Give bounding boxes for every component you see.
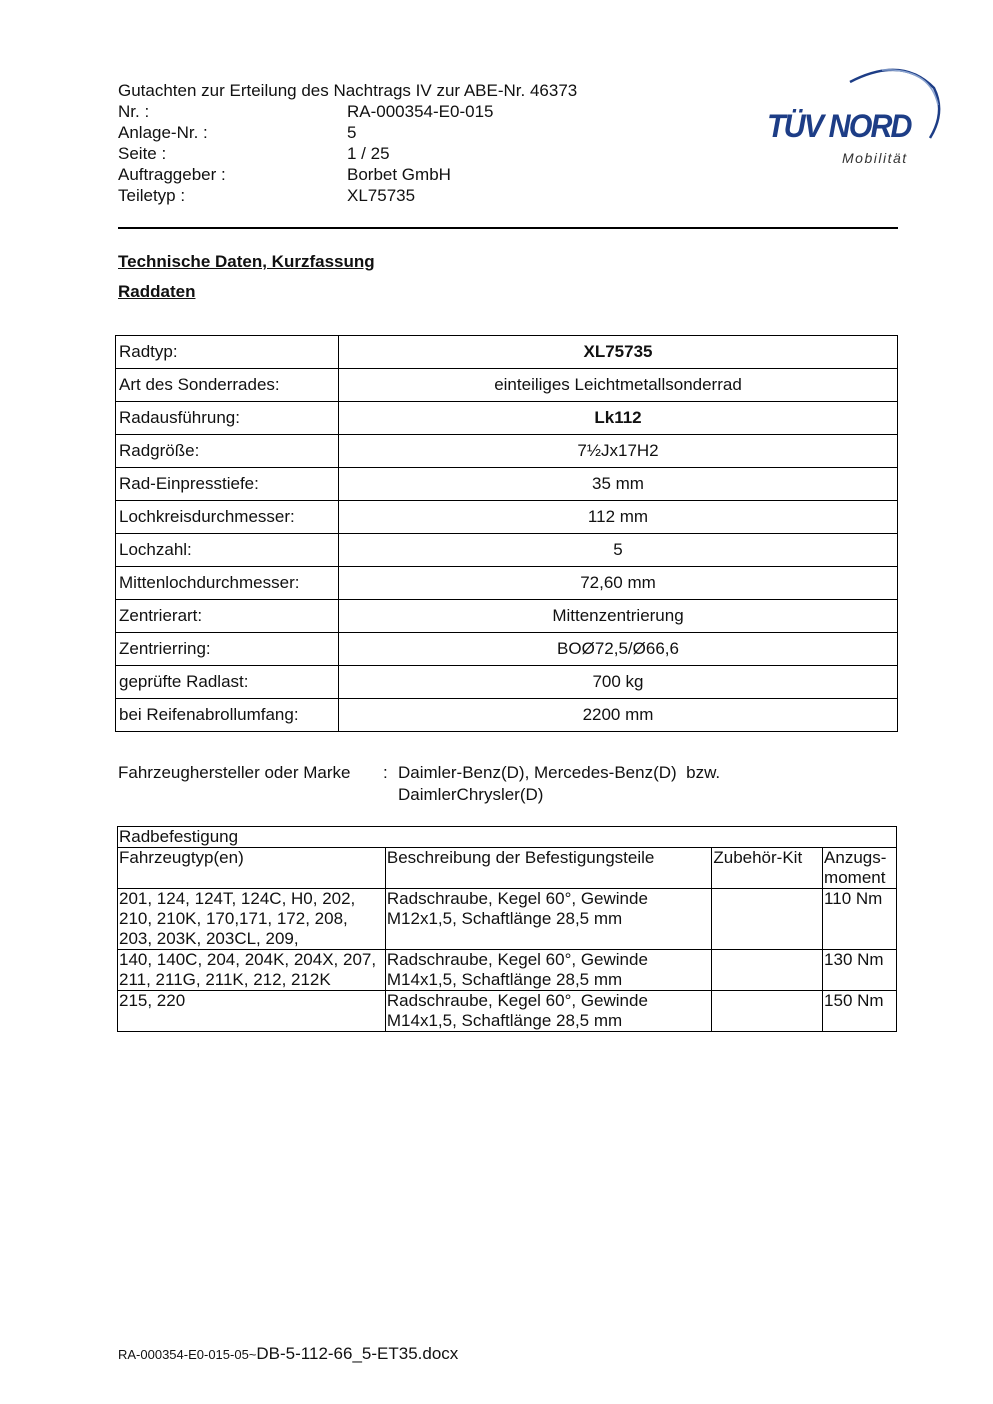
maker-separator: : [383, 763, 388, 782]
row-value: 700 kg [339, 666, 898, 699]
tuv-nord-logo [762, 60, 942, 170]
header-row-nr [118, 101, 577, 122]
table-row [116, 435, 898, 468]
footer-filename [118, 1344, 458, 1364]
table-row [116, 501, 898, 534]
cell-types: 215, 220 [118, 991, 386, 1032]
logo-subtitle: Mobilität [842, 150, 908, 166]
row-key: Zentrierart: [116, 600, 339, 633]
cell-kit [712, 889, 823, 950]
table-row [116, 666, 898, 699]
maker-value-line2: DaimlerChrysler(D) [398, 785, 544, 804]
maker-label: Fahrzeughersteller oder Marke [118, 763, 351, 782]
header-value: 1 / 25 [347, 144, 390, 163]
row-value: einteiliges Leichtmetallsonderrad [339, 369, 898, 402]
table-row [118, 991, 897, 1032]
table-header-row [118, 848, 897, 889]
row-key: geprüfte Radlast: [116, 666, 339, 699]
cell-description: Radschraube, Kegel 60°, Gewinde M14x1,5, Schaftlänge 28,5 mm [385, 991, 711, 1032]
header-key: Auftraggeber : [118, 165, 226, 184]
table-row [116, 468, 898, 501]
cell-torque: 150 Nm [823, 991, 897, 1032]
document-header [118, 80, 577, 206]
header-value: XL75735 [347, 186, 416, 205]
table-title-row [118, 827, 897, 848]
row-value: 35 mm [339, 468, 898, 501]
header-row-teiletyp [118, 185, 577, 206]
row-value: 7½Jx17H2 [339, 435, 898, 468]
row-value: 112 mm [339, 501, 898, 534]
header-key: Anlage-Nr. : [118, 123, 208, 142]
header-value: RA-000354-E0-015 [347, 102, 494, 121]
header-row-auftraggeber [118, 164, 577, 185]
row-value: XL75735 [339, 336, 898, 369]
table-row [116, 402, 898, 435]
cell-description: Radschraube, Kegel 60°, Gewinde M14x1,5, Schaftlänge 28,5 mm [385, 950, 711, 991]
table-row [116, 369, 898, 402]
row-value: 2200 mm [339, 699, 898, 732]
row-key: Lochzahl: [116, 534, 339, 567]
header-row-anlage [118, 122, 577, 143]
row-key: bei Reifenabrollumfang: [116, 699, 339, 732]
row-key: Lochkreisdurchmesser: [116, 501, 339, 534]
cell-description: Radschraube, Kegel 60°, Gewinde M12x1,5, Schaftlänge 28,5 mm [385, 889, 711, 950]
row-key: Rad-Einpresstiefe: [116, 468, 339, 501]
cell-kit [712, 950, 823, 991]
row-value: Mittenzentrierung [339, 600, 898, 633]
cell-kit [712, 991, 823, 1032]
row-value: 5 [339, 534, 898, 567]
header-value: Borbet GmbH [347, 165, 451, 184]
table-row [116, 534, 898, 567]
table-title: Radbefestigung [118, 827, 897, 848]
row-value: Lk112 [339, 402, 898, 435]
cell-torque: 130 Nm [823, 950, 897, 991]
logo-wordmark: TÜV NORD [767, 108, 911, 144]
header-value: 5 [347, 123, 357, 142]
column-header: Zubehör-Kit [712, 848, 823, 889]
table-row [118, 950, 897, 991]
header-key: Nr. : [118, 102, 150, 121]
row-value: 72,60 mm [339, 567, 898, 600]
cell-torque: 110 Nm [823, 889, 897, 950]
cell-types: 140, 140C, 204, 204K, 204X, 207, 211, 211G, 211K, 212, 212K [118, 950, 386, 991]
table-row [116, 336, 898, 369]
table-row [118, 889, 897, 950]
table-row [116, 567, 898, 600]
row-key: Radgröße: [116, 435, 339, 468]
raddaten-table [115, 335, 898, 732]
row-key: Art des Sonderrades: [116, 369, 339, 402]
row-value: BOØ72,5/Ø66,6 [339, 633, 898, 666]
table-row [116, 633, 898, 666]
footer-file: DB-5-112-66_5-ET35.docx [256, 1344, 459, 1363]
row-key: Radausführung: [116, 402, 339, 435]
row-key: Mittenlochdurchmesser: [116, 567, 339, 600]
header-key: Teiletyp : [118, 186, 186, 205]
table-row [116, 699, 898, 732]
row-key: Radtyp: [116, 336, 339, 369]
column-header: Beschreibung der Befestigungsteile [385, 848, 711, 889]
maker-value-line1: Daimler-Benz(D), Mercedes-Benz(D) bzw. [398, 763, 721, 782]
cell-types: 201, 124, 124T, 124C, H0, 202, 210, 210K, 170,171, 172, 208, 203, 203K, 203CL, 209, [118, 889, 386, 950]
row-key: Zentrierring: [116, 633, 339, 666]
section-subtitle: Raddaten [118, 282, 196, 301]
footer-prefix: RA-000354-E0-015-05~ [118, 1347, 257, 1362]
header-row-seite [118, 143, 577, 164]
header-key: Seite : [118, 144, 167, 163]
section-title: Technische Daten, Kurzfassung [118, 252, 375, 271]
maker-value [398, 762, 768, 806]
vehicle-maker [118, 762, 768, 806]
column-header: Anzugs-moment [823, 848, 897, 889]
table-row [116, 600, 898, 633]
report-title: Gutachten zur Erteilung des Nachtrags IV zur ABE-Nr. 46373 [118, 81, 578, 100]
radbefestigung-table [117, 826, 897, 1032]
column-header: Fahrzeugtyp(en) [118, 848, 386, 889]
header-divider [118, 227, 898, 229]
